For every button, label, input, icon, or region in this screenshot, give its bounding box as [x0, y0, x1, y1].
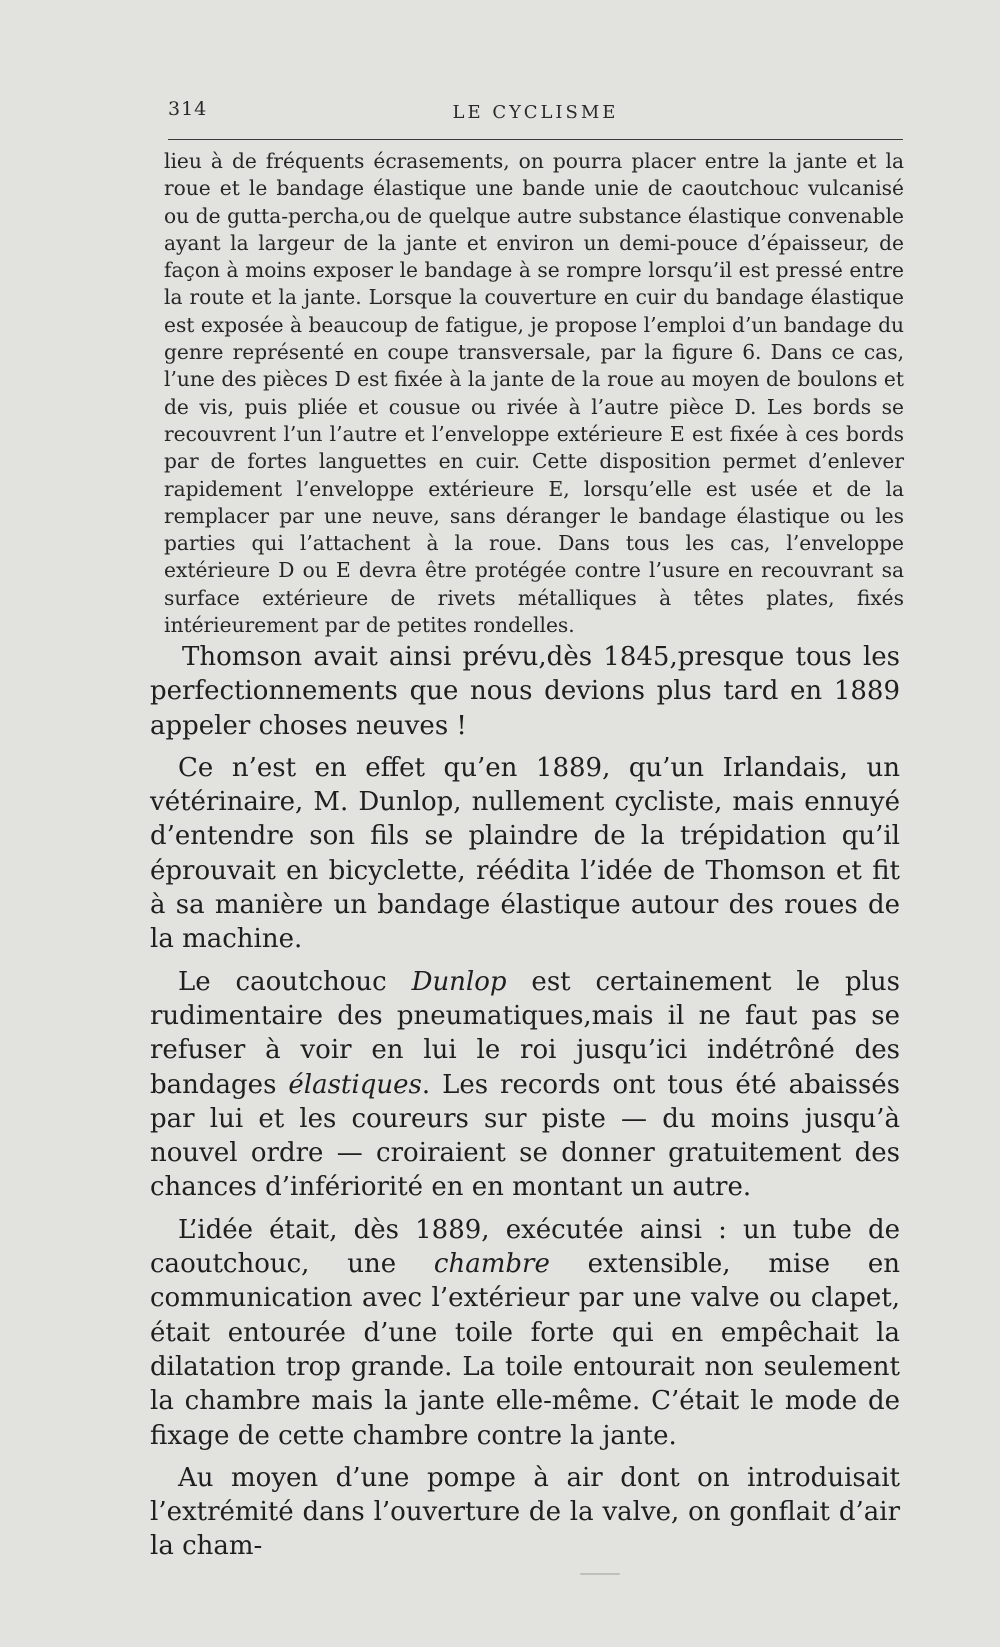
- page-number: 314: [168, 98, 208, 120]
- paragraph-4-part-a: L’idée était, dès 1889, exécutée ainsi : un tube de caoutchouc, une: [150, 1214, 900, 1280]
- paragraph-4-part-c: extensible, mise en communication avec l’extérieur par une valve ou clapet, était entourée d’une toile forte qui en empêchait la dilatation trop grande. La toile entourait non seulement la chambre mais la jante elle-même. C’était le mode de fixage de cette chambre contre la jante.: [150, 1249, 900, 1451]
- paragraph-3-part-c: est certainement le plus rudimentaire des pneumatiques,mais il ne faut pas se refuser à voir en lui le roi jusqu’ici indétrôné des bandages: [150, 966, 900, 1100]
- chambre-italic: chambre: [433, 1249, 550, 1280]
- quote-paragraph: lieu à de fréquents écrasements, on pourra placer entre la jante et la roue et le bandage élastique une bande unie de caoutchouc vulcanisé ou de gutta-percha,ou de quelque autre substance élastique convenable ayant la largeur de la jante et environ un demi-pouce d’épaisseur, de façon à moins exposer le bandage à se rompre lorsqu’il est pressé entre la route et la jante. Lorsque la couverture en cuir du bandage élastique est exposée à beaucoup de fatigue, je propose l’emploi d’un bandage du genre représenté en coupe transversale, par la figure 6. Dans ce cas, l’une des pièces D est fixée à la jante de la roue au moyen de boulons et de vis, puis pliée et cousue ou rivée à l’autre pièce D. Les bords se recouvrent l’un l’autre et l’enveloppe extérieure E est fixée à ces bords par de fortes languettes en cuir. Cette disposition permet d’enlever rapidement l’enveloppe extérieure E, lorsqu’elle est usée et de la remplacer par une neuve, sans déranger le bandage élastique ou les parties qui l’attachent à la roue. Dans tous les cas, l’enveloppe extérieure D ou E devra être protégée contre l’usure en recouvrant sa surface extérieure de rivets métalliques à têtes plates, fixés intérieurement par de petites rondelles.: [164, 149, 904, 638]
- elastiques-italic: élastiques: [288, 1069, 422, 1100]
- header-rule: [168, 139, 903, 140]
- paragraph-3-part-a: Le caoutchouc: [178, 966, 412, 997]
- running-title: LE CYCLISME: [452, 102, 619, 123]
- paragraph-5: Au moyen d’une pompe à air dont on introduisait l’extrémité dans l’ouverture de la valve, on gonflait d’air la cham-: [150, 1462, 900, 1562]
- paragraph-3: [150, 965, 900, 1205]
- paragraph-4: [150, 1213, 900, 1453]
- page-header: [168, 98, 903, 130]
- dunlop-italic: Dunlop: [411, 966, 507, 997]
- quoted-patent-text: [164, 148, 904, 639]
- main-text: [150, 640, 900, 1572]
- paragraph-3-part-e: . Les records ont tous été abaissés par lui et les coureurs sur piste — du moins jusqu’à nouvel ordre — croiraient se donner gratuitement des chances d’infériorité en en montant un autre.: [150, 1069, 901, 1203]
- paragraph-2: Ce n’est en effet qu’en 1889, qu’un Irlandais, un vétérinaire, M. Dunlop, nullement cycliste, mais ennuyé d’entendre son fils se plaindre de la trépidation qu’il éprouvait en bicyclette, réédita l’idée de Thomson et fit à sa manière un bandage élastique autour des roues de la machine.: [150, 752, 900, 955]
- ink-smudge: [580, 1573, 620, 1575]
- paragraph-1: Thomson avait ainsi prévu,dès 1845,presque tous les perfectionnements que nous devions plus tard en 1889 appeler choses neuves !: [150, 642, 900, 741]
